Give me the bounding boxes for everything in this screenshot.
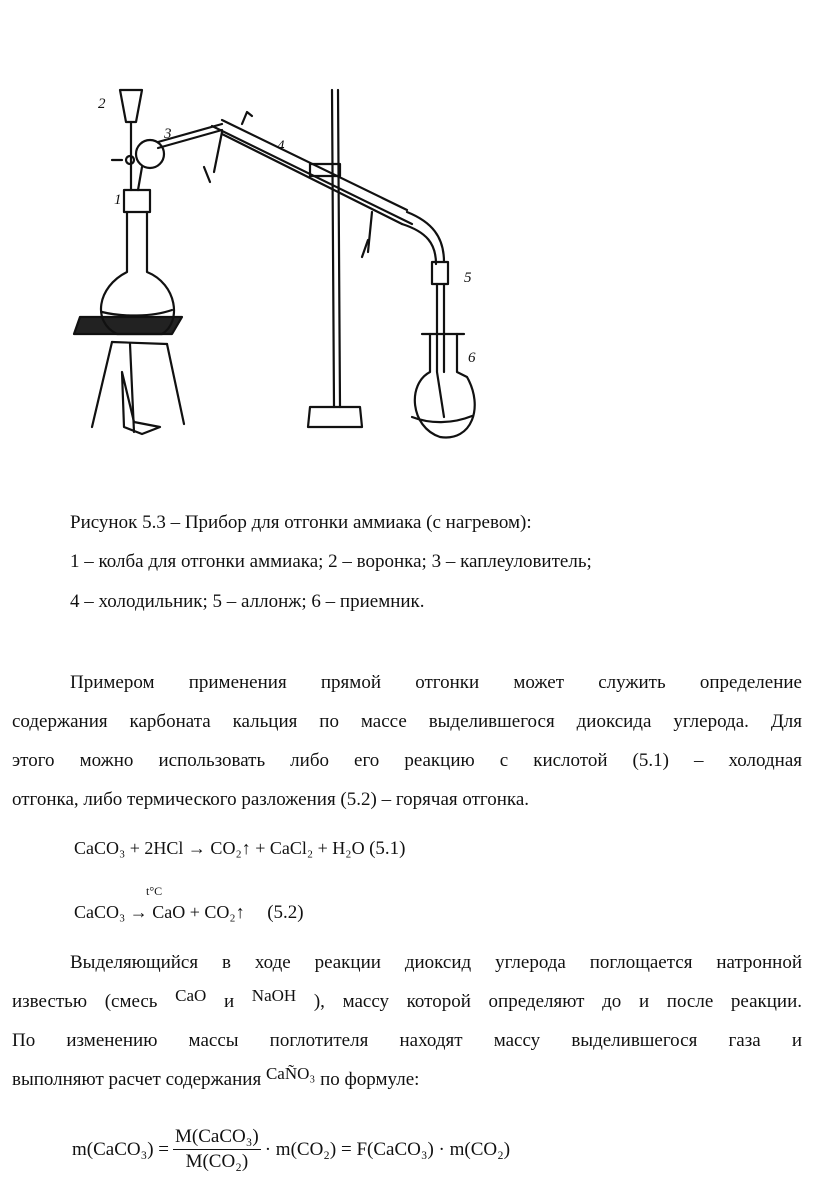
paragraph-2-line-1: Выделяющийся в ходе реакции диоксид углерода поглощается натронной bbox=[70, 952, 802, 973]
figure-label-4: 4 bbox=[277, 138, 285, 154]
paragraph-1-line-2: содержания карбоната кальция по массе выделившегося диоксида углерода. Для bbox=[12, 711, 802, 732]
formula-lhs: m(CaCO₃) = bbox=[72, 1138, 170, 1160]
equation-5-1 bbox=[74, 838, 405, 860]
formula-rhs: · m(CO₂) = F(CaCO₃) · m(CO₂) bbox=[264, 1138, 511, 1160]
paragraph-2-line-4-start: выполняют расчет содержания bbox=[12, 1069, 262, 1090]
paragraph-2-line-4-end: по формуле: bbox=[320, 1069, 420, 1090]
figure-label-5: 5 bbox=[464, 270, 472, 286]
chem-cao: CaO bbox=[175, 986, 207, 1005]
figure-label-6: 6 bbox=[468, 350, 476, 366]
equation-5-2-condition: t°C bbox=[146, 884, 163, 898]
formula-denominator: M(CO₂) bbox=[185, 1151, 249, 1172]
figure-caption-title: Рисунок 5.3 – Прибор для отгонки аммиака (с нагревом): bbox=[70, 512, 532, 533]
equation-5-1-number: (5.1) bbox=[369, 838, 406, 859]
paragraph-2 bbox=[12, 943, 802, 1099]
paragraph-2-line-2-and: и bbox=[223, 991, 235, 1012]
apparatus-drawing bbox=[72, 72, 512, 452]
figure-label-3: 3 bbox=[164, 126, 172, 142]
paragraph-2-line-2-start: известью (смесь bbox=[12, 991, 158, 1012]
figure-label-2: 2 bbox=[98, 96, 106, 112]
paragraph-1-line-3: этого можно использовать либо его реакцию с кислотой (5.1) – холодная bbox=[12, 750, 802, 771]
paragraph-2-line-3: По изменению массы поглотителя находят массу выделившегося газа и bbox=[12, 1030, 802, 1051]
formula-fraction bbox=[173, 1126, 261, 1173]
chem-cano: CaÑO₃ bbox=[265, 1064, 316, 1083]
formula-mass-caco3 bbox=[72, 1126, 510, 1173]
paragraph-2-line-4 bbox=[12, 1060, 802, 1099]
equation-5-2-number: (5.2) bbox=[267, 902, 304, 923]
figure-caption-legend-1: 1 – колба для отгонки аммиака; 2 – воронка; 3 – каплеуловитель; bbox=[70, 551, 592, 572]
equation-5-1-expression: CaCO₃ + 2HCl → CO₂↑ + CaCl₂ + H₂O bbox=[74, 838, 365, 858]
paragraph-1-line-4: отгонка, либо термического разложения (5.2) – горячая отгонка. bbox=[12, 789, 530, 810]
equation-5-2-expression: CaCO₃ → CaO + CO₂↑ bbox=[74, 902, 245, 922]
figure-label-1: 1 bbox=[114, 192, 122, 208]
figure-caption-legend-2: 4 – холодильник; 5 – аллонж; 6 – приемник. bbox=[70, 591, 425, 612]
apparatus-figure bbox=[72, 72, 512, 452]
paragraph-2-line-2 bbox=[12, 982, 802, 1021]
formula-numerator: M(CaCO₃) bbox=[173, 1126, 261, 1150]
chem-naoh: NaOH bbox=[251, 986, 297, 1005]
paragraph-2-line-2-end: ), массу которой определяют до и после реакции. bbox=[313, 991, 803, 1012]
equation-5-2 bbox=[74, 902, 304, 924]
paragraph-1-line-1: Примером применения прямой отгонки может служить определение bbox=[70, 672, 802, 693]
paragraph-1 bbox=[12, 663, 802, 819]
